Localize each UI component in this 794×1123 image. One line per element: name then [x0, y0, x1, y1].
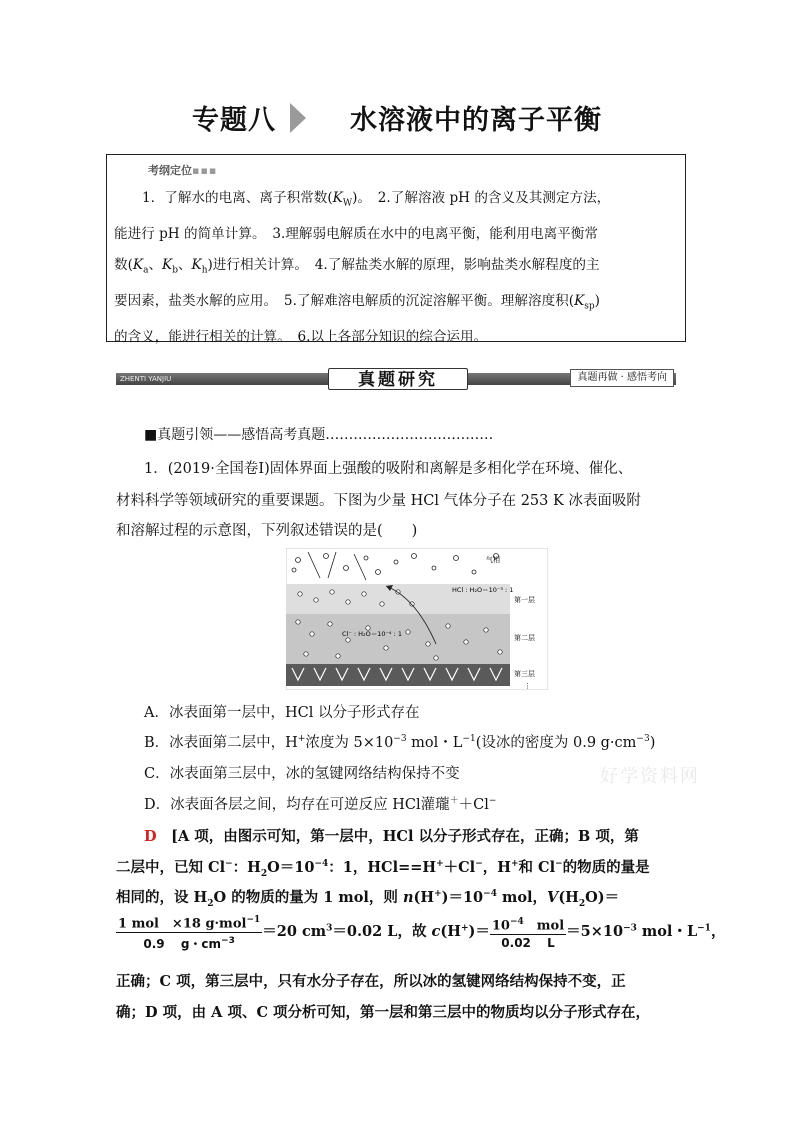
- layer-3-label: 第三层: [514, 670, 535, 678]
- banner-subtitle: 真题再做 · 感悟考向: [570, 369, 674, 387]
- section-heading: ■真题引领——感悟高考真题………………………………: [144, 427, 494, 443]
- layer-2-band: [286, 614, 510, 664]
- answer-line: 确；D 项，由 A 项、C 项分析可知，第一层和第三层中的物质均以分子形式存在，: [116, 1004, 651, 1021]
- answer-line: D [A 项，由图示可知，第一层中，HCl 以分子形式存在，正确；B 项，第: [144, 828, 639, 845]
- answer-line: 相同的，设 $H_2O$ 的物质的量为 1 mol，则 $n(H^+)=10^{-4}$ mol，$V(H_2O)=$: [116, 889, 620, 909]
- syllabus-line: 要因素，盐类水解的应用。 5.了解难溶电解质的沉淀溶解平衡。理解溶度积$(K_{sp})$: [114, 292, 600, 312]
- option-b: B．冰表面第二层中，H+浓度为 $5\times 10^{-3}$ mol・$L^{-1}$(设冰的密度为 0.9 $g\cdot cm^{-3}$): [144, 734, 656, 751]
- chapter-title: [0, 98, 794, 137]
- chevron-right-icon: [290, 103, 306, 133]
- syllabus-line: 1．了解水的电离、离子积常数$(K_W)$。 2.了解溶液 pH 的含义及其测定方法，: [142, 190, 611, 209]
- fraction-volume: $\frac{1 mol \times 18 g\cdot mol^{-1}}{0.9 g・cm^{-3}}$: [116, 912, 262, 952]
- answer-line: 正确；C 项，第三层中，只有水分子存在，所以冰的氢键网络结构保持不变，正: [116, 973, 626, 990]
- gas-phase-label: 气相: [486, 556, 500, 564]
- question-line: 和溶解过程的示意图，下列叙述错误的是( ): [116, 523, 418, 539]
- ratio-label-1: HCl : H₂O＝10⁻³ : 1: [452, 586, 514, 594]
- chapter-number: 专题八: [192, 105, 276, 136]
- answer-line: 二层中，已知 Cl−：$H_2O=10^{-4}$：1，HCl==H+＋Cl−，H+和 Cl−的物质的量是: [116, 859, 650, 879]
- option-d: D．冰表面各层之间，均存在可逆反应 HCl灌瓏＋＋Cl−: [144, 796, 497, 813]
- syllabus-text: [114, 183, 680, 353]
- syllabus-line: 数($K_a$、$K_b$、$K_h$)进行相关计算。 4.了解盐类水解的原理，影响盐类水解程度的主: [114, 256, 600, 276]
- ratio-label-2: Cl⁻ : H₂O＝10⁻⁴ : 1: [342, 630, 402, 638]
- answer-formula-line: $\frac{1 mol \times 18 g\cdot mol^{-1}}{0.9 g・cm^{-3}}$ ＝20 $cm^3=0.02$ L，故 c(H+)＝ $\frac{10^{-4} mol}{0.02 L}$ $=5\times 10^{-3}$ mol・$L^{-1}$，: [116, 912, 684, 952]
- banner-title: 真题研究: [328, 368, 468, 390]
- question-line: 1．(2019·全国卷Ⅰ)固体界面上强酸的吸附和离解是多相化学在环境、催化、: [144, 461, 633, 477]
- answer-letter: D: [144, 828, 157, 845]
- watermark: 好学资料网: [600, 766, 700, 787]
- ice-surface-diagram: [286, 548, 548, 690]
- option-c: C．冰表面第三层中，冰的氢键网络结构保持不变: [144, 766, 460, 782]
- syllabus-line: 能进行 pH 的简单计算。 3.理解弱电解质在水中的电离平衡，能利用电离平衡常: [114, 226, 598, 243]
- banner-pinyin: ZHENTI YANJIU: [120, 375, 172, 383]
- section-banner: [116, 370, 676, 388]
- heading-dots-decoration: ▪▪▪: [192, 164, 218, 177]
- syllabus-line: 的含义，能进行相关的计算。 6.以上各部分知识的综合运用。: [114, 329, 488, 346]
- syllabus-heading: 考纲定位▪▪▪: [148, 164, 218, 177]
- continuation-mark: ⋮: [524, 682, 531, 690]
- layer-1-label: 第一层: [514, 596, 535, 604]
- fraction-concentration: $\frac{10^{-4} mol}{0.02 L}$: [490, 914, 566, 951]
- chapter-name: 水溶液中的离子平衡: [350, 105, 602, 136]
- layer-2-label: 第二层: [514, 634, 535, 642]
- question-line: 材料科学等领域研究的重要课题。下图为少量 HCl 气体分子在 253 K 冰表面吸附: [116, 493, 641, 509]
- option-a: A．冰表面第一层中，HCl 以分子形式存在: [144, 705, 420, 721]
